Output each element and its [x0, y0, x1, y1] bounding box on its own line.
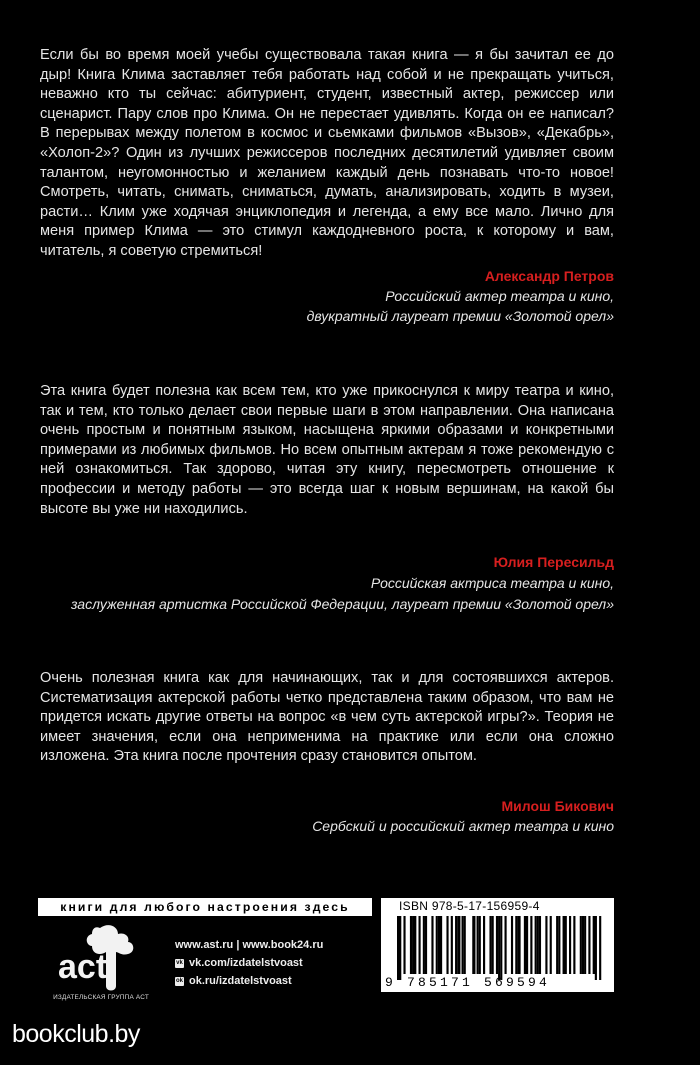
barcode-bar	[423, 916, 425, 974]
barcode-bar	[414, 916, 416, 974]
barcode-bar	[479, 916, 481, 974]
barcode-bar	[436, 916, 438, 974]
barcode-bar	[489, 916, 491, 974]
barcode-bar	[550, 916, 552, 974]
barcode-bar	[492, 916, 494, 974]
barcode-bar	[573, 916, 575, 974]
barcode-digits: 9 785171 569594	[385, 975, 551, 990]
ast-logo-icon	[48, 922, 160, 994]
barcode-bar	[565, 916, 567, 974]
publisher-tagline: книги для любого настроения здесь	[38, 898, 372, 916]
ok-icon: ok	[175, 977, 183, 984]
barcode-bar	[455, 916, 457, 974]
isbn-text: ISBN 978-5-17-156959-4	[399, 899, 540, 913]
barcode-bar	[462, 916, 464, 974]
barcode-bar	[410, 916, 412, 974]
barcode-bar	[545, 916, 547, 974]
barcode-bar	[556, 916, 558, 974]
barcode-bar	[472, 916, 475, 974]
review-role-petrov-line2: двукратный лауреат премии «Золотой орел»	[306, 308, 614, 324]
barcode-bar	[399, 916, 401, 980]
barcode-bar	[569, 916, 571, 974]
vk-icon: vk	[176, 959, 183, 966]
barcode-bar	[419, 916, 421, 974]
review-author-peresild: Юлия Пересильд	[493, 554, 614, 570]
barcode-bar	[477, 916, 479, 974]
barcode-bar	[464, 916, 466, 974]
vk-row	[175, 954, 323, 972]
ast-logo-text: act	[58, 948, 108, 986]
barcode-bar	[483, 916, 485, 974]
barcode-bar	[446, 916, 448, 974]
barcode-bar	[530, 916, 532, 974]
barcode-bar	[496, 916, 498, 974]
review-role-peresild-line1: Российская актриса театра и кино,	[370, 575, 614, 591]
ok-row	[175, 972, 323, 990]
sites-text[interactable]: www.ast.ru | www.book24.ru	[175, 939, 324, 951]
barcode-bar	[451, 916, 453, 974]
isbn-barcode-box	[381, 898, 614, 992]
publisher-links	[175, 936, 323, 990]
review-text-petrov: Если бы во время моей учебы существовала такая книга — я бы зачитал ее до дыр! Книга Клима заставляет тебя работать над собой и не прекращать учиться, неважно кто ты сейчас: абитуриент, студент, известный актер, режиссер или сценарист. Пару слов про Клима. Он не перестает удивлять. Когда он ее написал? В перерывах между полетом в космос и сьемками фильмов «Вызов», «Декабрь», «Холоп-2»? Один из лучших режиссеров последних десятилетий удивляет своим талантом, неугомонностью и желанием каждый день познавать что-то новое! Смотреть, читать, снимать, сниматься, думать, анализировать, ходить в музеи, расти… Клим уже ходячая энциклопедия и легенда, а ему все мало. Лично для меня пример Клима — это стимул каждодневного роста, к которому и вам, читатель, я советую стремиться!	[40, 47, 614, 259]
barcode-bar	[515, 916, 517, 974]
barcode-bar	[580, 916, 582, 974]
vk-link[interactable]: vk.com/izdatelstvoast	[189, 957, 303, 969]
barcode-bar	[537, 916, 539, 974]
barcode-bar	[505, 916, 507, 974]
barcode-bar	[500, 916, 502, 980]
barcode-bar	[558, 916, 560, 974]
barcode-bar	[511, 916, 513, 974]
barcode-bar	[539, 916, 541, 974]
review-text-bikovich: Очень полезная книга как для начинающих, так и для состоявшихся актеров. Систематизация актерской работы четко представлена таким образом, что вам не придется искать другие ответы на вопрос «в чем суть актерской игры?». Теория не имеет значения, если она неприменима на практике или если она сложно изложена. Эта книга после прочтения сразу становится опытом.	[40, 670, 614, 765]
publisher-label: ИЗДАТЕЛЬСКАЯ ГРУППА АСТ	[53, 994, 149, 1001]
barcode-bar	[498, 916, 500, 980]
review-role-bikovich: Сербский и российский актер театра и кино	[312, 818, 614, 834]
barcode-bar	[438, 916, 440, 974]
review-author-bikovich: Милош Бикович	[501, 798, 614, 814]
barcode-bar	[535, 916, 537, 974]
barcode-bar	[595, 916, 597, 980]
barcode-bar	[425, 916, 427, 974]
barcode-bar	[440, 916, 442, 974]
barcode-bar	[588, 916, 590, 974]
barcode-bar	[403, 916, 405, 974]
barcode-bar	[524, 916, 526, 974]
review-author-petrov: Александр Петров	[484, 268, 614, 284]
barcode-bar	[457, 916, 460, 974]
review-role-petrov-line1: Российский актер театра и кино,	[385, 288, 614, 304]
sites-row	[175, 936, 323, 954]
watermark: bookclub.by	[12, 1020, 140, 1048]
barcode-bar	[517, 916, 520, 974]
review-text-peresild: Эта книга будет полезна как всем тем, кто уже прикоснулся к миру театра и кино, так и тем, кто только делает свои первые шаги в этом направлении. Она написана очень простым и понятным языком, насыщена яркими образами и конкретными примерами из любимых фильмов. Но всем опытным актерам я тоже рекомендую с ней ознакомиться. Так здорово, читая эту книгу, пересмотреть отношение к профессии и методу работы — это всегда шаг к новым вершинам, на какой бы высоте вы уже ни находились.	[40, 383, 614, 517]
barcode-bar	[582, 916, 584, 974]
barcode-bar	[599, 916, 601, 980]
review-role-peresild-line2: заслуженная артистка Российской Федерации, лауреат премии «Золотой орел»	[70, 596, 614, 612]
barcode-bar	[526, 916, 528, 974]
barcode-bar	[584, 916, 586, 974]
barcode-bar	[431, 916, 433, 974]
ok-link[interactable]: ok.ru/izdatelstvoast	[189, 975, 292, 987]
